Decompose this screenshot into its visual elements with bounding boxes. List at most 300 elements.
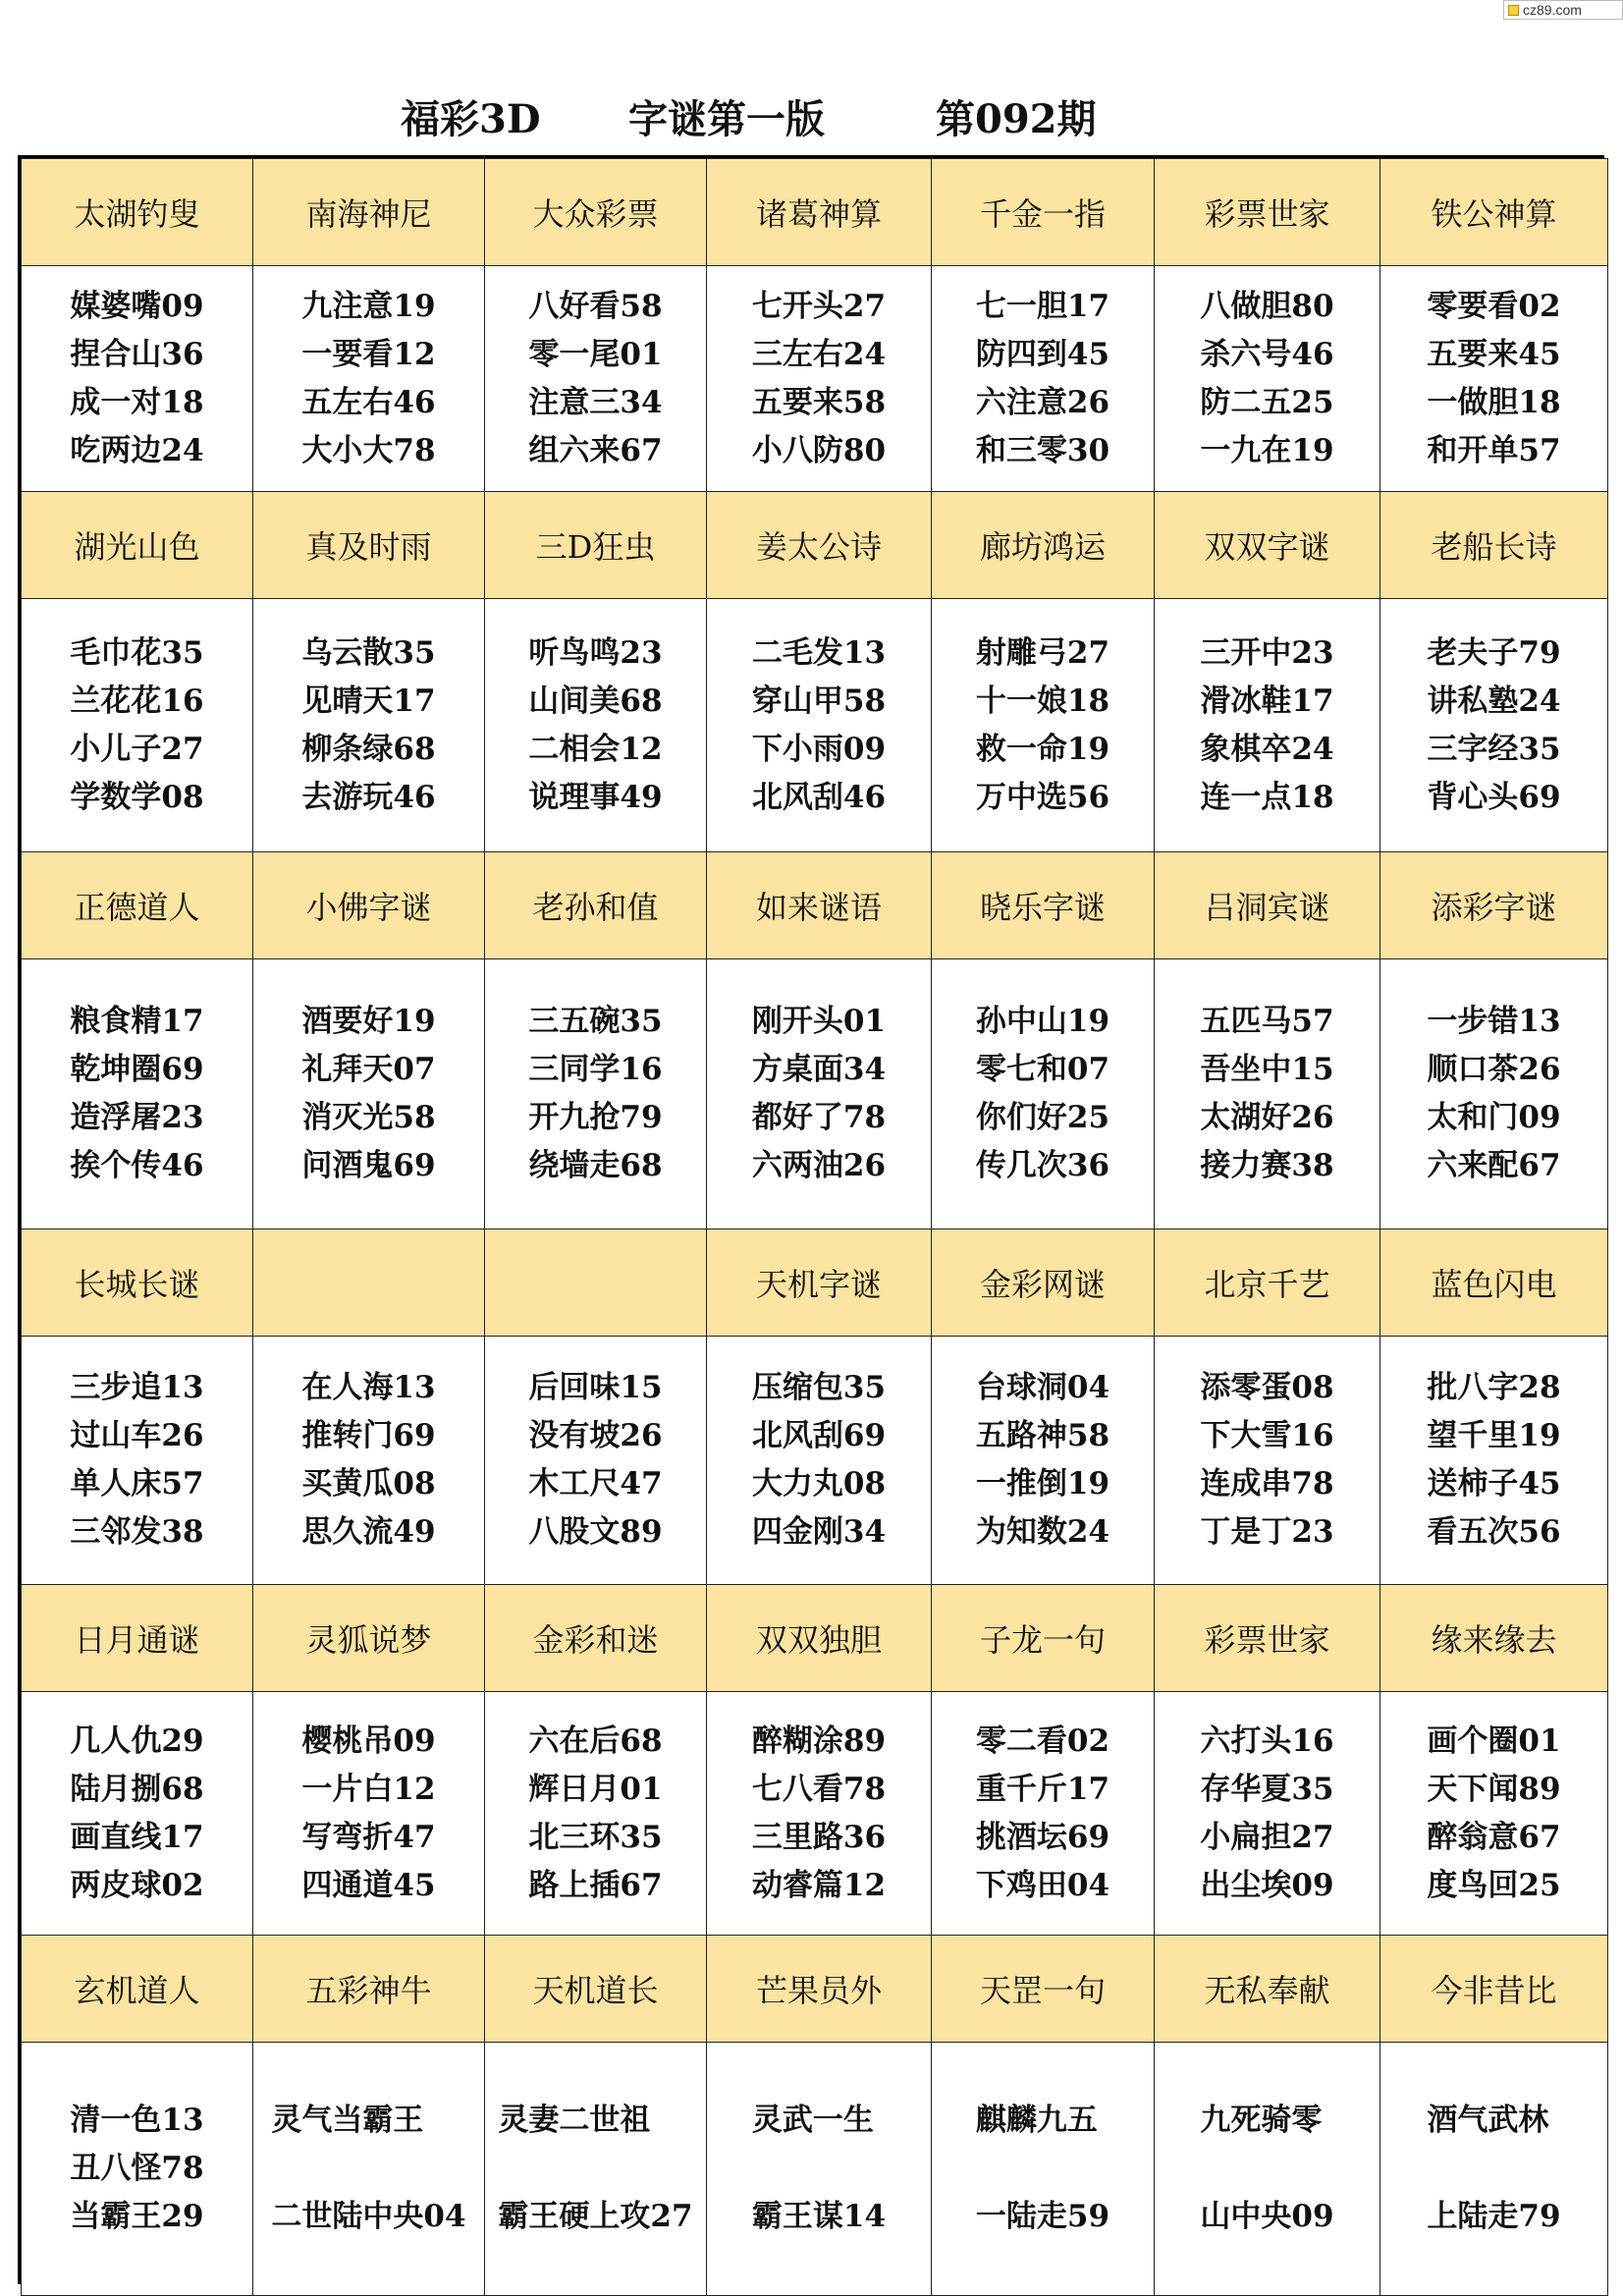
- riddle-line: 丑八怪78: [70, 2151, 204, 2186]
- column-header: 蓝色闪电: [1380, 1230, 1608, 1337]
- riddle-line: 老夫子79: [1427, 634, 1561, 671]
- riddle-line: 看五次56: [1427, 1514, 1561, 1550]
- riddle-line: 救一命19: [975, 731, 1110, 767]
- riddle-line: 见晴天17: [301, 683, 436, 719]
- column-header: 长城长谜: [22, 1230, 253, 1337]
- riddle-lines: [1427, 1364, 1560, 1557]
- riddle-line: [498, 2145, 692, 2193]
- column-header: 北京千艺: [1155, 1230, 1380, 1337]
- column-header: 金彩和迷: [485, 1585, 707, 1692]
- riddle-cell: [707, 266, 932, 492]
- riddle-lines: [1200, 2097, 1333, 2241]
- riddle-cell: [1155, 1337, 1380, 1585]
- riddle-line: 路上插67: [528, 1867, 663, 1903]
- column-header: [253, 1230, 485, 1337]
- riddle-line: 木工尺47: [528, 1466, 663, 1502]
- riddle-line: 北三环35: [528, 1819, 663, 1855]
- riddle-cell: [932, 1692, 1155, 1936]
- riddle-lines: [498, 2097, 692, 2241]
- riddle-line: 三同学16: [528, 1052, 663, 1087]
- column-header: 廊坊鸿运: [932, 492, 1155, 599]
- riddle-lines: [752, 1364, 886, 1557]
- riddle-line: 酒气武林: [1427, 2103, 1549, 2138]
- riddle-line: 柳条绿68: [301, 731, 436, 767]
- riddle-cell: [253, 2043, 485, 2296]
- riddle-cell: [485, 599, 707, 852]
- riddle-line: 上陆走79: [1427, 2199, 1561, 2234]
- riddle-line: 大小大78: [301, 432, 436, 468]
- riddle-line: 六注意26: [975, 384, 1110, 420]
- riddle-line: 背心头69: [1427, 779, 1561, 815]
- riddle-line: 零七和07: [975, 1052, 1110, 1087]
- section-header-row: [22, 852, 1608, 959]
- riddle-cell: [932, 266, 1155, 492]
- riddle-line: 醉糊涂89: [751, 1722, 887, 1759]
- riddle-lines: [528, 998, 662, 1190]
- column-header: 正德道人: [22, 852, 253, 959]
- riddle-line: 六来配67: [1427, 1148, 1561, 1183]
- column-header: 彩票世家: [1155, 159, 1380, 266]
- riddle-lines: [976, 998, 1109, 1190]
- riddle-lines: [1200, 998, 1333, 1190]
- riddle-cell: [22, 1337, 253, 1585]
- riddle-cell: [22, 266, 253, 492]
- riddle-line: 射雕弓27: [975, 634, 1110, 671]
- riddle-cell: [932, 2043, 1155, 2296]
- riddle-line: 酒要好19: [301, 1004, 436, 1039]
- riddle-cell: [1380, 1337, 1608, 1585]
- riddle-line: 几人仇29: [70, 1722, 204, 1759]
- column-header: 今非昔比: [1380, 1936, 1608, 2043]
- column-header: 添彩字谜: [1380, 852, 1608, 959]
- riddle-lines: [1427, 1718, 1560, 1910]
- riddle-line: 毛巾花35: [70, 634, 204, 671]
- riddle-line: 你们好25: [975, 1100, 1110, 1135]
- riddle-lines: [976, 1718, 1109, 1910]
- riddle-line: 天下闻89: [1427, 1771, 1561, 1807]
- riddle-lines: [70, 1364, 203, 1557]
- riddle-cell: [932, 959, 1155, 1230]
- riddle-cell: [253, 1692, 485, 1936]
- riddle-lines: [1200, 283, 1333, 475]
- column-header: 天机道长: [485, 1936, 707, 2043]
- riddle-line: 六在后68: [528, 1722, 663, 1759]
- riddle-line: 七一胆17: [975, 288, 1110, 324]
- riddle-lines: [70, 629, 203, 822]
- column-header: 千金一指: [932, 159, 1155, 266]
- column-header: 无私奉献: [1155, 1936, 1380, 2043]
- section-header-row: [22, 1585, 1608, 1692]
- riddle-line: 孙中山19: [975, 1004, 1110, 1039]
- riddle-lines: [301, 283, 435, 475]
- riddle-line: 二毛发13: [751, 634, 887, 671]
- riddle-line: 山间美68: [528, 683, 663, 719]
- riddle-line: 五要来58: [751, 384, 887, 420]
- riddle-cell: [253, 266, 485, 492]
- riddle-lines: [70, 1718, 203, 1910]
- riddle-line: 六打头16: [1200, 1722, 1334, 1759]
- riddle-line: 传几次36: [975, 1148, 1110, 1183]
- logo-icon: [1508, 5, 1519, 16]
- riddle-line: 说理事49: [528, 779, 663, 815]
- riddle-line: 重千斤17: [975, 1771, 1110, 1807]
- riddle-cell: [485, 2043, 707, 2296]
- riddle-line: 万中选56: [975, 779, 1110, 815]
- riddle-lines: [1427, 629, 1560, 822]
- riddle-line: [271, 2145, 465, 2193]
- riddle-line: [1427, 2145, 1560, 2193]
- riddle-line: 小儿子27: [70, 731, 204, 767]
- riddle-line: 一做胆18: [1427, 384, 1561, 420]
- riddle-line: 都好了78: [751, 1100, 887, 1135]
- riddle-cell: [1380, 1692, 1608, 1936]
- title-lottery: 福彩3D: [401, 96, 541, 142]
- riddle-line: 出尘埃09: [1200, 1867, 1334, 1903]
- riddle-line: 没有坡26: [528, 1418, 663, 1453]
- riddle-lines: [1427, 2097, 1560, 2241]
- riddle-cell: [932, 599, 1155, 852]
- riddle-lines: [1427, 998, 1560, 1190]
- riddle-cell: [253, 959, 485, 1230]
- riddle-line: 山中央09: [1200, 2199, 1334, 2234]
- riddle-line: 六两油26: [751, 1148, 887, 1183]
- riddle-lines: [70, 2097, 203, 2241]
- riddle-lines: [976, 629, 1109, 822]
- riddle-line: 注意三34: [528, 384, 663, 420]
- riddle-line: 去游玩46: [301, 779, 436, 815]
- riddle-line: 辉日月01: [528, 1771, 663, 1807]
- riddle-line: 灵武一生: [751, 2103, 874, 2138]
- riddle-line: [976, 2145, 1109, 2193]
- column-header: 太湖钓叟: [22, 159, 253, 266]
- riddle-cell: [22, 959, 253, 1230]
- riddle-line: 清一色13: [70, 2103, 204, 2138]
- column-header: 双双独胆: [707, 1585, 932, 1692]
- riddle-line: 粮食精17: [70, 1004, 204, 1039]
- riddle-cell: [253, 1337, 485, 1585]
- riddle-line: 防二五25: [1200, 384, 1334, 420]
- riddle-line: 问酒鬼69: [301, 1148, 436, 1183]
- riddle-line: 单人床57: [70, 1466, 204, 1502]
- riddle-cell: [22, 1692, 253, 1936]
- riddle-line: 四金刚34: [751, 1514, 887, 1550]
- column-header: 姜太公诗: [707, 492, 932, 599]
- watermark-text: cz89.com: [1523, 2, 1582, 18]
- riddle-cell: [1155, 266, 1380, 492]
- riddle-line: 动睿篇12: [751, 1867, 887, 1903]
- riddle-line: 存华夏35: [1200, 1771, 1334, 1807]
- riddle-line: 组六来67: [528, 432, 663, 468]
- riddle-line: 灵气当霸王: [271, 2103, 424, 2138]
- column-header: 天罡一句: [932, 1936, 1155, 2043]
- section-body-row: [22, 599, 1608, 852]
- column-header: 老船长诗: [1380, 492, 1608, 599]
- riddle-line: 挨个传46: [70, 1148, 204, 1183]
- riddle-line: 象棋卒24: [1200, 731, 1334, 767]
- riddle-line: 零二看02: [975, 1722, 1110, 1759]
- column-header: 金彩网谜: [932, 1230, 1155, 1337]
- riddle-cell: [485, 1692, 707, 1936]
- column-header: 玄机道人: [22, 1936, 253, 2043]
- riddle-cell: [485, 959, 707, 1230]
- riddle-line: 压缩包35: [751, 1370, 887, 1405]
- riddle-grid: [21, 158, 1608, 2296]
- riddle-cell: [707, 1337, 932, 1585]
- column-header: 彩票世家: [1155, 1585, 1380, 1692]
- riddle-lines: [752, 629, 886, 822]
- riddle-line: 樱桃吊09: [301, 1722, 436, 1759]
- riddle-line: 北风刮69: [751, 1418, 887, 1453]
- riddle-line: 和三零30: [975, 432, 1110, 468]
- riddle-line: 零一尾01: [528, 336, 663, 372]
- section-body-row: [22, 2043, 1608, 2296]
- riddle-line: 三里路36: [751, 1819, 887, 1855]
- riddle-line: 八好看58: [528, 288, 663, 324]
- title-issue: 第092期: [936, 96, 1097, 142]
- riddle-line: 一推倒19: [975, 1466, 1110, 1502]
- riddle-lines: [528, 629, 662, 822]
- riddle-line: 五左右46: [301, 384, 436, 420]
- riddle-line: 推转门69: [301, 1418, 436, 1453]
- riddle-line: 麒麟九五: [975, 2103, 1098, 2138]
- column-header: 日月通谜: [22, 1585, 253, 1692]
- riddle-line: 送柿子45: [1427, 1466, 1561, 1502]
- riddle-line: 一片白12: [301, 1771, 436, 1807]
- riddle-line: 下鸡田04: [975, 1867, 1110, 1903]
- riddle-lines: [271, 2097, 465, 2241]
- riddle-line: 度鸟回25: [1427, 1867, 1561, 1903]
- riddle-line: 开九抢79: [528, 1100, 663, 1135]
- page-title: [0, 90, 1623, 149]
- column-header: 老孙和值: [485, 852, 707, 959]
- riddle-cell: [1155, 2043, 1380, 2296]
- title-edition: 字谜第一版: [628, 96, 825, 142]
- riddle-line: 七开头27: [751, 288, 887, 324]
- riddle-lines: [976, 1364, 1109, 1557]
- riddle-line: 七八看78: [751, 1771, 887, 1807]
- riddle-line: 乌云散35: [301, 634, 436, 671]
- section-body-row: [22, 266, 1608, 492]
- riddle-line: 捏合山36: [70, 336, 204, 372]
- riddle-line: 写弯折47: [301, 1819, 436, 1855]
- riddle-table: [18, 155, 1604, 2284]
- riddle-line: 霸王硬上攻27: [498, 2199, 693, 2234]
- riddle-line: 思久流49: [301, 1514, 436, 1550]
- column-header: 三D狂虫: [485, 492, 707, 599]
- riddle-line: 造浮屠23: [70, 1100, 204, 1135]
- riddle-lines: [301, 1718, 435, 1910]
- riddle-lines: [1200, 1364, 1333, 1557]
- riddle-line: 下大雪16: [1200, 1418, 1334, 1453]
- riddle-cell: [707, 599, 932, 852]
- riddle-line: 吃两边24: [70, 432, 204, 468]
- riddle-line: [1200, 2145, 1333, 2193]
- riddle-cell: [485, 266, 707, 492]
- riddle-line: 连一点18: [1200, 779, 1334, 815]
- column-header: 湖光山色: [22, 492, 253, 599]
- riddle-line: 北风刮46: [751, 779, 887, 815]
- riddle-cell: [22, 2043, 253, 2296]
- riddle-line: 连成串78: [1200, 1466, 1334, 1502]
- riddle-cell: [1380, 599, 1608, 852]
- riddle-line: 两皮球02: [70, 1867, 204, 1903]
- riddle-line: 八股文89: [528, 1514, 663, 1550]
- riddle-line: 九注意19: [301, 288, 436, 324]
- riddle-line: 三步追13: [70, 1370, 204, 1405]
- column-header: 南海神尼: [253, 159, 485, 266]
- riddle-lines: [752, 2097, 886, 2241]
- column-header: [485, 1230, 707, 1337]
- riddle-line: 台球洞04: [975, 1370, 1110, 1405]
- riddle-line: 一陆走59: [975, 2199, 1110, 2234]
- riddle-line: 媒婆嘴09: [70, 288, 204, 324]
- riddle-lines: [1427, 283, 1560, 475]
- riddle-line: 五要来45: [1427, 336, 1561, 372]
- riddle-line: 十一娘18: [975, 683, 1110, 719]
- riddle-line: 刚开头01: [751, 1004, 887, 1039]
- column-header: 缘来缘去: [1380, 1585, 1608, 1692]
- section-body-row: [22, 1337, 1608, 1585]
- riddle-line: 五路神58: [975, 1418, 1110, 1453]
- column-header: 诸葛神算: [707, 159, 932, 266]
- riddle-line: 二世陆中央04: [271, 2199, 466, 2234]
- riddle-line: 九死骑零: [1200, 2103, 1323, 2138]
- riddle-lines: [976, 2097, 1109, 2241]
- riddle-lines: [70, 998, 203, 1190]
- riddle-line: 接力赛38: [1200, 1148, 1334, 1183]
- riddle-line: 过山车26: [70, 1418, 204, 1453]
- riddle-cell: [1380, 266, 1608, 492]
- riddle-line: 兰花花16: [70, 683, 204, 719]
- riddle-cell: [707, 2043, 932, 2296]
- column-header: 铁公神算: [1380, 159, 1608, 266]
- riddle-line: 画直线17: [70, 1819, 204, 1855]
- riddle-cell: [1155, 1692, 1380, 1936]
- riddle-line: 小扁担27: [1200, 1819, 1334, 1855]
- riddle-line: 后回味15: [528, 1370, 663, 1405]
- riddle-line: 下小雨09: [751, 731, 887, 767]
- riddle-line: 和开单57: [1427, 432, 1561, 468]
- section-header-row: [22, 1936, 1608, 2043]
- riddle-line: 消灭光58: [301, 1100, 436, 1135]
- riddle-cell: [1380, 959, 1608, 1230]
- riddle-lines: [528, 283, 662, 475]
- column-header: 真及时雨: [253, 492, 485, 599]
- riddle-line: 成一对18: [70, 384, 204, 420]
- column-header: 如来谜语: [707, 852, 932, 959]
- riddle-line: 醉翁意67: [1427, 1819, 1561, 1855]
- riddle-cell: [253, 599, 485, 852]
- section-body-row: [22, 959, 1608, 1230]
- riddle-line: 乾坤圈69: [70, 1052, 204, 1087]
- riddle-line: [752, 2145, 886, 2193]
- riddle-line: 三左右24: [751, 336, 887, 372]
- riddle-lines: [1200, 629, 1333, 822]
- riddle-line: 一九在19: [1200, 432, 1334, 468]
- riddle-lines: [528, 1364, 662, 1557]
- column-header: 子龙一句: [932, 1585, 1155, 1692]
- riddle-line: 吾坐中15: [1200, 1052, 1334, 1087]
- riddle-line: 添零蛋08: [1200, 1370, 1334, 1405]
- section-header-row: [22, 492, 1608, 599]
- column-header: 芒果员外: [707, 1936, 932, 2043]
- riddle-cell: [932, 1337, 1155, 1585]
- riddle-line: 在人海13: [301, 1370, 436, 1405]
- riddle-line: 三开中23: [1200, 634, 1334, 671]
- column-header: 大众彩票: [485, 159, 707, 266]
- riddle-line: 三五碗35: [528, 1004, 663, 1039]
- riddle-line: 防四到45: [975, 336, 1110, 372]
- riddle-lines: [528, 1718, 662, 1910]
- riddle-line: 四通道45: [301, 1867, 436, 1903]
- riddle-line: 丁是丁23: [1200, 1514, 1334, 1550]
- riddle-line: 穿山甲58: [751, 683, 887, 719]
- riddle-lines: [1200, 1718, 1333, 1910]
- riddle-line: 霸王谋14: [751, 2199, 887, 2234]
- section-body-row: [22, 1692, 1608, 1936]
- site-watermark: [1503, 0, 1623, 20]
- riddle-line: 一要看12: [301, 336, 436, 372]
- riddle-cell: [1155, 599, 1380, 852]
- riddle-line: 讲私塾24: [1427, 683, 1561, 719]
- riddle-lines: [301, 998, 435, 1190]
- riddle-line: 杀六号46: [1200, 336, 1334, 372]
- riddle-line: 灵妻二世祖: [498, 2103, 651, 2138]
- riddle-line: 听鸟鸣23: [528, 634, 663, 671]
- riddle-line: 零要看02: [1427, 288, 1561, 324]
- riddle-line: 望千里19: [1427, 1418, 1561, 1453]
- riddle-lines: [70, 283, 203, 475]
- riddle-cell: [707, 959, 932, 1230]
- riddle-lines: [301, 1364, 435, 1557]
- column-header: 灵狐说梦: [253, 1585, 485, 1692]
- riddle-line: 太和门09: [1427, 1100, 1561, 1135]
- riddle-line: 礼拜天07: [301, 1052, 436, 1087]
- riddle-line: 绕墙走68: [528, 1148, 663, 1183]
- riddle-lines: [976, 283, 1109, 475]
- riddle-line: 批八字28: [1427, 1370, 1561, 1405]
- riddle-line: 画个圈01: [1427, 1722, 1561, 1759]
- riddle-cell: [1380, 2043, 1608, 2296]
- riddle-line: 顺口茶26: [1427, 1052, 1561, 1087]
- section-header-row: [22, 159, 1608, 266]
- riddle-line: 学数学08: [70, 779, 204, 815]
- column-header: 小佛字谜: [253, 852, 485, 959]
- riddle-cell: [485, 1337, 707, 1585]
- riddle-line: 三邻发38: [70, 1514, 204, 1550]
- riddle-line: 滑冰鞋17: [1200, 683, 1334, 719]
- riddle-line: 方桌面34: [751, 1052, 887, 1087]
- riddle-line: 挑酒坛69: [975, 1819, 1110, 1855]
- riddle-lines: [752, 998, 886, 1190]
- column-header: 吕洞宾谜: [1155, 852, 1380, 959]
- riddle-cell: [707, 1692, 932, 1936]
- riddle-lines: [752, 283, 886, 475]
- column-header: 五彩神牛: [253, 1936, 485, 2043]
- riddle-line: 当霸王29: [70, 2199, 204, 2234]
- riddle-lines: [301, 629, 435, 822]
- riddle-line: 小八防80: [751, 432, 887, 468]
- column-header: 晓乐字谜: [932, 852, 1155, 959]
- riddle-line: 陆月捌68: [70, 1771, 204, 1807]
- riddle-line: 太湖好26: [1200, 1100, 1334, 1135]
- column-header: 双双字谜: [1155, 492, 1380, 599]
- riddle-line: 二相会12: [528, 731, 663, 767]
- riddle-cell: [1155, 959, 1380, 1230]
- riddle-line: 为知数24: [975, 1514, 1110, 1550]
- riddle-line: 五匹马57: [1200, 1004, 1334, 1039]
- riddle-line: 八做胆80: [1200, 288, 1334, 324]
